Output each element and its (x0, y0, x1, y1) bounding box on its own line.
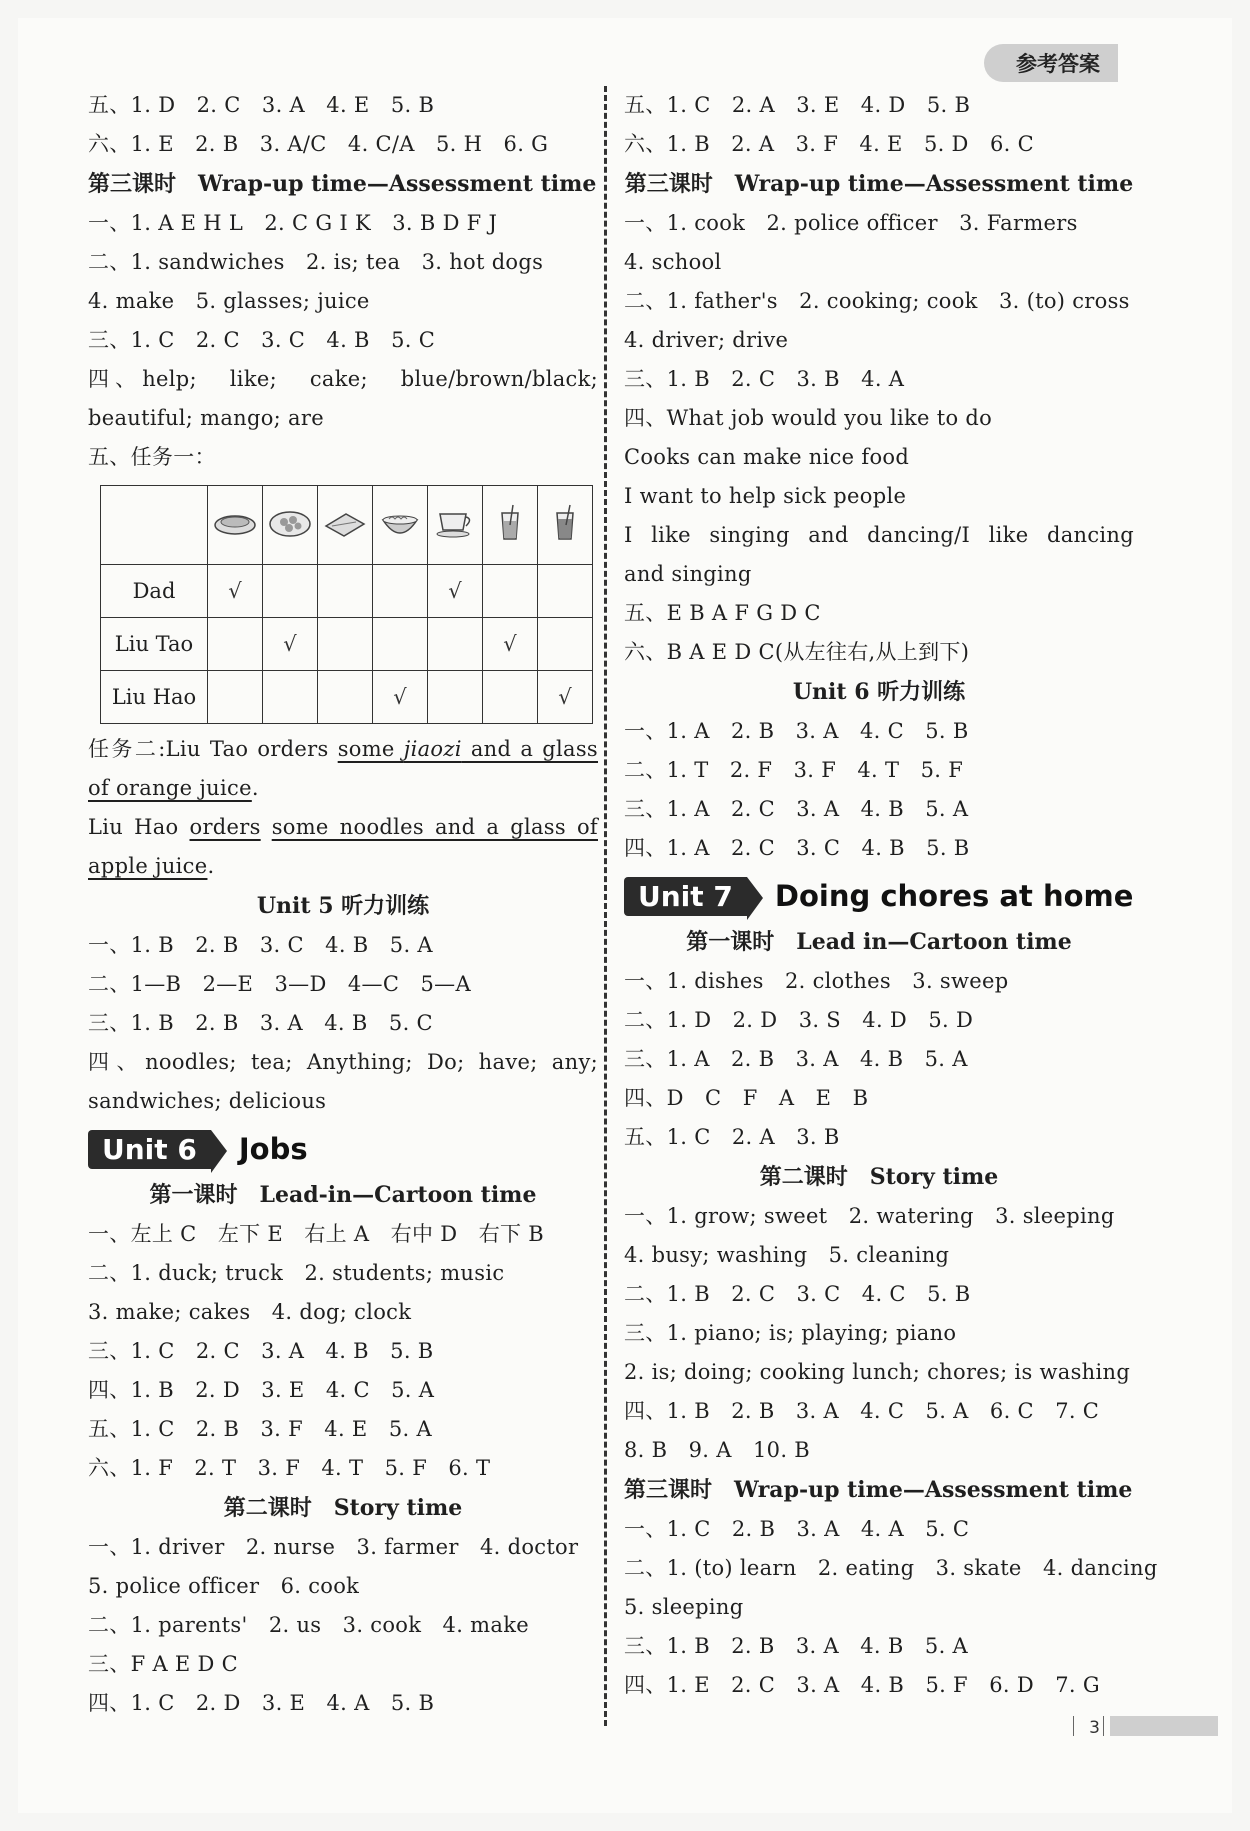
answer-line: 二、1—B 2—E 3—D 4—C 5—A (88, 972, 471, 996)
answer-text: some (337, 737, 404, 761)
answer-line: 三、1. B 2. B 3. A 4. B 5. C (88, 1011, 433, 1035)
answer-line: I like singing and dancing/I like dancing (624, 523, 1134, 547)
table-cell (318, 618, 373, 671)
listening-title: Unit 6 听力训练 (792, 679, 966, 705)
table-header-row (101, 486, 593, 565)
unit-badge: Unit 6 (88, 1130, 211, 1169)
table-cell (208, 671, 263, 724)
answer-line: 三、1. C 2. C 3. C 4. B 5. C (88, 328, 436, 352)
answer-line: 五、E B A F G D C (624, 601, 821, 625)
answer-line: 一、左上 C 左下 E 右上 A 右中 D 右下 B (88, 1222, 545, 1246)
task2-answer: orders (189, 815, 261, 839)
unit-badge: Unit 7 (624, 877, 747, 916)
answer-line: 5. police officer 6. cook (88, 1574, 360, 1598)
answer-text: and a glass (461, 737, 599, 761)
juice-glass-icon (495, 503, 525, 543)
answer-line: 二、1. B 2. C 3. C 4. C 5. B (624, 1282, 971, 1306)
answer-line: 六、1. B 2. A 3. F 4. E 5. D 6. C (624, 132, 1034, 156)
table-cell (318, 565, 373, 618)
answer-line: 三、1. A 2. C 3. A 4. B 5. A (624, 797, 969, 821)
table-cell (428, 618, 483, 671)
task2-line (88, 808, 598, 847)
answer-line: 一、1. driver 2. nurse 3. farmer 4. doctor (88, 1535, 579, 1559)
answer-line: 四、D C F A E B (624, 1086, 869, 1110)
task2-intro: 任务二:Liu Tao orders (88, 737, 338, 761)
sandwich-icon (322, 508, 368, 538)
answer-line: 二、1. sandwiches 2. is; tea 3. hot dogs (88, 250, 544, 274)
answer-line: 五、1. D 2. C 3. A 4. E 5. B (88, 93, 435, 117)
period: . (207, 854, 215, 878)
pie-icon (212, 508, 258, 538)
answer-line: 六、B A E D C(从左往右,从上到下) (624, 640, 970, 664)
footer-bar (1110, 1716, 1218, 1736)
answer-line: 三、F A E D C (88, 1652, 238, 1676)
table-cell: √ (428, 565, 483, 618)
food-column (318, 486, 373, 565)
table-corner (101, 486, 208, 565)
header-tag: 参考答案 (984, 44, 1118, 82)
lesson-title: 第二课时 Story time (223, 1495, 463, 1521)
answer-line: 六、1. F 2. T 3. F 4. T 5. F 6. T (88, 1456, 491, 1480)
answer-line: 8. B 9. A 10. B (624, 1438, 811, 1462)
answer-line: sandwiches; delicious (88, 1089, 327, 1113)
answer-line: 四、What job would you like to do (624, 406, 993, 430)
table-row (101, 565, 593, 618)
task2-line (88, 847, 598, 886)
table-cell: √ (373, 671, 428, 724)
answer-line: 5. sleeping (624, 1595, 744, 1619)
answer-line: 二、1. T 2. F 3. F 4. T 5. F (624, 758, 964, 782)
answer-line: 4. make 5. glasses; juice (88, 289, 370, 313)
lesson-title: 第一课时 Lead in—Cartoon time (686, 929, 1072, 955)
page-number-rule (1073, 1716, 1074, 1736)
table-row (101, 618, 593, 671)
table-row (101, 671, 593, 724)
task2-answer (338, 737, 598, 761)
answer-line: 四、help; like; cake; blue/brown/black; (88, 367, 598, 391)
table-cell (483, 671, 538, 724)
answer-line: 2. is; doing; cooking lunch; chores; is washing (624, 1360, 1131, 1384)
answer-line: 五、1. C 2. A 3. E 4. D 5. B (624, 93, 971, 117)
table-row-name: Liu Tao (101, 618, 208, 671)
answer-text-italic: jiaozi (403, 737, 462, 761)
period: . (251, 776, 259, 800)
dumplings-icon (267, 506, 313, 540)
tea-icon (432, 506, 478, 540)
task2-answer: some noodles and a glass of (271, 815, 598, 839)
table-cell (318, 671, 373, 724)
answer-line: 三、1. B 2. C 3. B 4. A (624, 367, 905, 391)
answer-line: 四、1. B 2. B 3. A 4. C 5. A 6. C 7. C (624, 1399, 1100, 1423)
answer-line: 六、1. E 2. B 3. A/C 4. C/A 5. H 6. G (88, 132, 549, 156)
lesson-title: 第一课时 Lead-in—Cartoon time (149, 1182, 537, 1208)
answer-line: 二、1. duck; truck 2. students; music (88, 1261, 505, 1285)
task2-intro: Liu Hao (88, 815, 190, 839)
answer-line: 一、1. C 2. B 3. A 4. A 5. C (624, 1517, 970, 1541)
table-cell (428, 671, 483, 724)
answer-line: 五、1. C 2. A 3. B (624, 1125, 840, 1149)
task2-answer: of orange juice (88, 776, 252, 800)
listening-title: Unit 5 听力训练 (256, 893, 430, 919)
answer-line: 二、1. D 2. D 3. S 4. D 5. D (624, 1008, 974, 1032)
food-column (538, 486, 593, 565)
answer-line: 四、1. C 2. D 3. E 4. A 5. B (88, 1691, 435, 1715)
food-column (428, 486, 483, 565)
table-cell: √ (538, 671, 593, 724)
answer-line: Cooks can make nice food (624, 445, 910, 469)
table-cell (263, 671, 318, 724)
table-cell: √ (208, 565, 263, 618)
answer-line: 三、1. piano; is; playing; piano (624, 1321, 957, 1345)
answer-line: 3. make; cakes 4. dog; clock (88, 1300, 412, 1324)
food-column (373, 486, 428, 565)
table-cell: √ (263, 618, 318, 671)
page-number-rule (1103, 1716, 1104, 1736)
answer-line: I want to help sick people (624, 484, 907, 508)
food-column (263, 486, 318, 565)
lesson-title: 第三课时 Wrap-up time—Assessment time (624, 171, 1134, 197)
answer-line: and singing (624, 562, 752, 586)
answer-line: 三、1. C 2. C 3. A 4. B 5. B (88, 1339, 434, 1363)
answer-line: 一、1. A E H L 2. C G I K 3. B D F J (88, 211, 498, 235)
answer-line: 4. driver; drive (624, 328, 789, 352)
unit-banner (88, 1127, 598, 1171)
order-table (100, 485, 593, 724)
answer-line: 二、1. father's 2. cooking; cook 3. (to) cross (624, 289, 1130, 313)
table-cell (208, 618, 263, 671)
unit-title: Jobs (238, 1132, 308, 1166)
answer-line: 四、1. B 2. D 3. E 4. C 5. A (88, 1378, 435, 1402)
answer-line: 一、1. A 2. B 3. A 4. C 5. B (624, 719, 969, 743)
lesson-title: 第二课时 Story time (759, 1164, 999, 1190)
answer-line: 四、1. A 2. C 3. C 4. B 5. B (624, 836, 970, 860)
answer-line: 二、1. parents' 2. us 3. cook 4. make (88, 1613, 529, 1637)
unit-banner (624, 874, 1134, 918)
answer-line: 四、1. E 2. C 3. A 4. B 5. F 6. D 7. G (624, 1673, 1100, 1697)
food-column (483, 486, 538, 565)
task2-answer: apple juice (88, 854, 208, 878)
food-column (208, 486, 263, 565)
noodles-icon (377, 506, 423, 540)
table-row-name: Dad (101, 565, 208, 618)
left-column (88, 86, 598, 1723)
table-cell (538, 618, 593, 671)
table-cell (263, 565, 318, 618)
table-cell (483, 565, 538, 618)
page-number: 3 (1089, 1718, 1100, 1738)
answer-line: 二、1. (to) learn 2. eating 3. skate 4. dancing (624, 1556, 1158, 1580)
table-cell (538, 565, 593, 618)
right-column (624, 86, 1158, 1705)
table-cell (373, 565, 428, 618)
answer-line: 一、1. B 2. B 3. C 4. B 5. A (88, 933, 433, 957)
answer-line: 三、1. A 2. B 3. A 4. B 5. A (624, 1047, 968, 1071)
task2-line (88, 769, 598, 808)
answer-line: 一、1. cook 2. police officer 3. Farmers (624, 211, 1078, 235)
task2-line (88, 730, 598, 769)
apple-juice-icon (550, 503, 580, 543)
answer-line: 4. busy; washing 5. cleaning (624, 1243, 950, 1267)
answer-line: beautiful; mango; are (88, 406, 324, 430)
answer-line: 四、noodles; tea; Anything; Do; have; any; (88, 1050, 598, 1074)
table-cell: √ (483, 618, 538, 671)
lesson-title: 第三课时 Wrap-up time—Assessment time (88, 171, 597, 197)
answer-line: 一、1. dishes 2. clothes 3. sweep (624, 969, 1009, 993)
unit-title: Doing chores at home (774, 879, 1134, 913)
answer-line: 五、1. C 2. B 3. F 4. E 5. A (88, 1417, 432, 1441)
lesson-title: 第三课时 Wrap-up time—Assessment time (624, 1477, 1133, 1503)
answer-line: 4. school (624, 250, 722, 274)
table-cell (373, 618, 428, 671)
table-row-name: Liu Hao (101, 671, 208, 724)
column-divider (604, 86, 607, 1726)
task1-label: 五、任务一： (88, 445, 216, 469)
answer-line: 一、1. grow; sweet 2. watering 3. sleeping (624, 1204, 1115, 1228)
answer-line: 三、1. B 2. B 3. A 4. B 5. A (624, 1634, 968, 1658)
